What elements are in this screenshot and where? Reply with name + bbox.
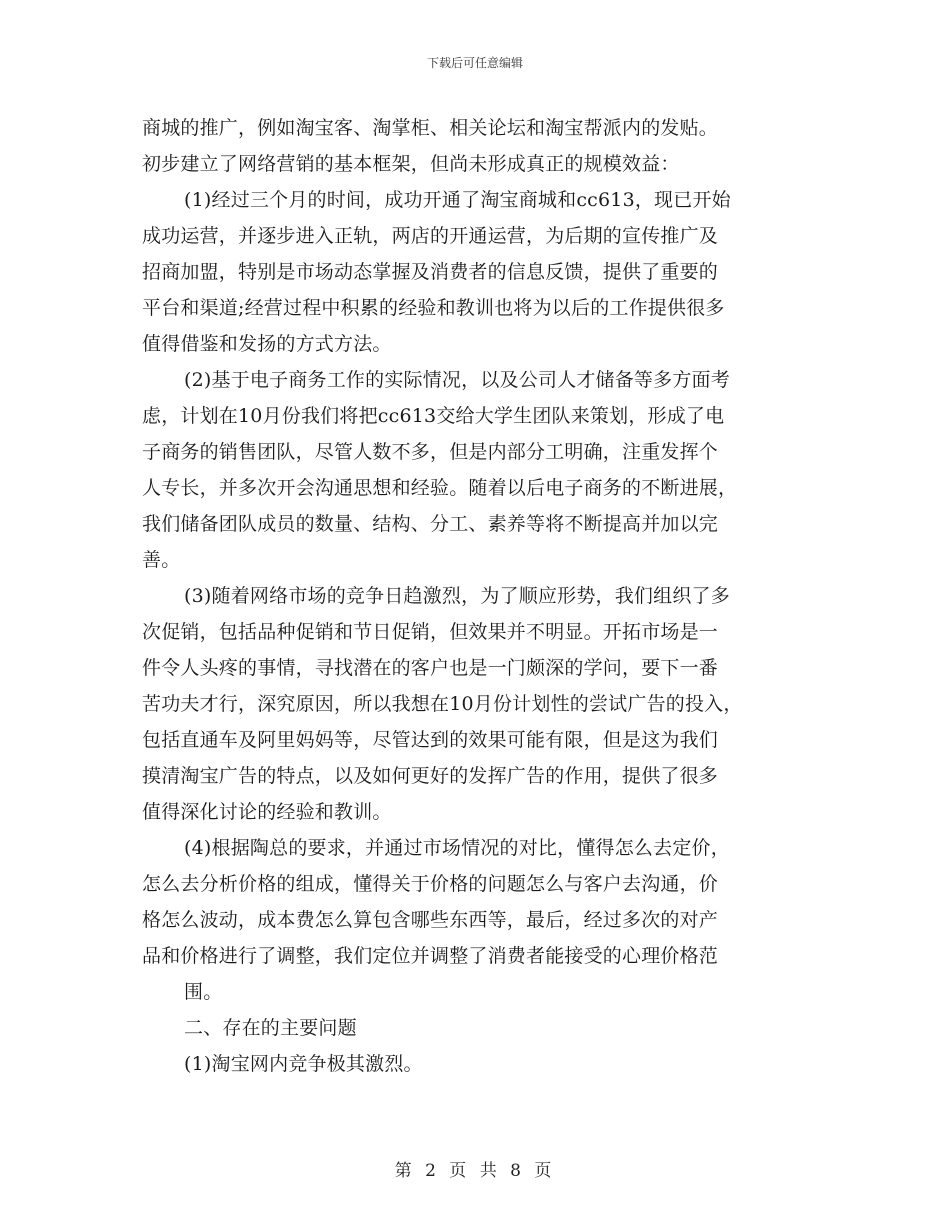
text-line: 品和价格进行了调整，我们定位并调整了消费者能接受的心理价格范 [142,945,719,967]
text-line: 件令人头疼的事情，寻找潜在的客户也是一门颇深的学问，要下一番 [142,657,719,679]
page-header: 下载后可任意编辑 [426,56,523,70]
text-line: 平台和渠道;经营过程中积累的经验和教训也将为以后的工作提供很多 [142,297,725,319]
text-line: 格怎么波动，成本费怎么算包含哪些东西等，最后，经过多次的对产 [142,909,719,931]
body-text [142,110,810,1082]
text-line: (2)基于电子商务工作的实际情况，以及公司人才储备等多方面考 [184,369,730,391]
text-line: (1)淘宝网内竞争极其激烈。 [184,1053,423,1075]
text-line: 初步建立了网络营销的基本框架，但尚未形成真正的规模效益： [142,153,680,175]
text-line: 苦功夫才行，深究原因，所以我想在10月份计划性的尝试广告的投入， [142,693,743,715]
text-line: 善。 [142,549,181,571]
text-line: 招商加盟，特别是市场动态掌握及消费者的信息反馈，提供了重要的 [142,261,719,283]
section-heading: 二、存在的主要问题 [184,1017,357,1039]
text-line: 围。 [184,981,223,1003]
text-line: 值得借鉴和发扬的方式方法。 [142,333,392,355]
page-footer: 第 2 页 共 8 页 [394,1161,556,1181]
text-line: 商城的推广，例如淘宝客、淘掌柜、相关论坛和淘宝帮派内的发贴。 [142,117,719,139]
text-line: 成功运营，并逐步进入正轨，两店的开通运营，为后期的宣传推广及 [142,225,719,247]
text-line: (3)随着网络市场的竞争日趋激烈，为了顺应形势，我们组织了多 [184,585,730,607]
text-line: 虑，计划在10月份我们将把cc613交给大学生团队来策划，形成了电 [142,405,725,427]
text-line: 次促销，包括品种促销和节日促销，但效果并不明显。开拓市场是一 [142,621,719,643]
text-line: 包括直通车及阿里妈妈等，尽管达到的效果可能有限，但是这为我们 [142,729,719,751]
text-line: 子商务的销售团队，尽管人数不多，但是内部分工明确，注重发挥个 [142,441,719,463]
text-line: 值得深化讨论的经验和教训。 [142,801,392,823]
text-line: (1)经过三个月的时间，成功开通了淘宝商城和cc613，现已开始 [184,189,731,211]
text-line: 人专长，并多次开会沟通思想和经验。随着以后电子商务的不断进展， [142,477,738,499]
text-line: 我们储备团队成员的数量、结构、分工、素养等将不断提高并加以完 [142,513,719,535]
text-line: 怎么去分析价格的组成，懂得关于价格的问题怎么与客户去沟通，价 [142,873,719,895]
text-line: 摸清淘宝广告的特点，以及如何更好的发挥广告的作用，提供了很多 [142,765,719,787]
text-line: (4)根据陶总的要求，并通过市场情况的对比，懂得怎么去定价， [184,837,730,859]
